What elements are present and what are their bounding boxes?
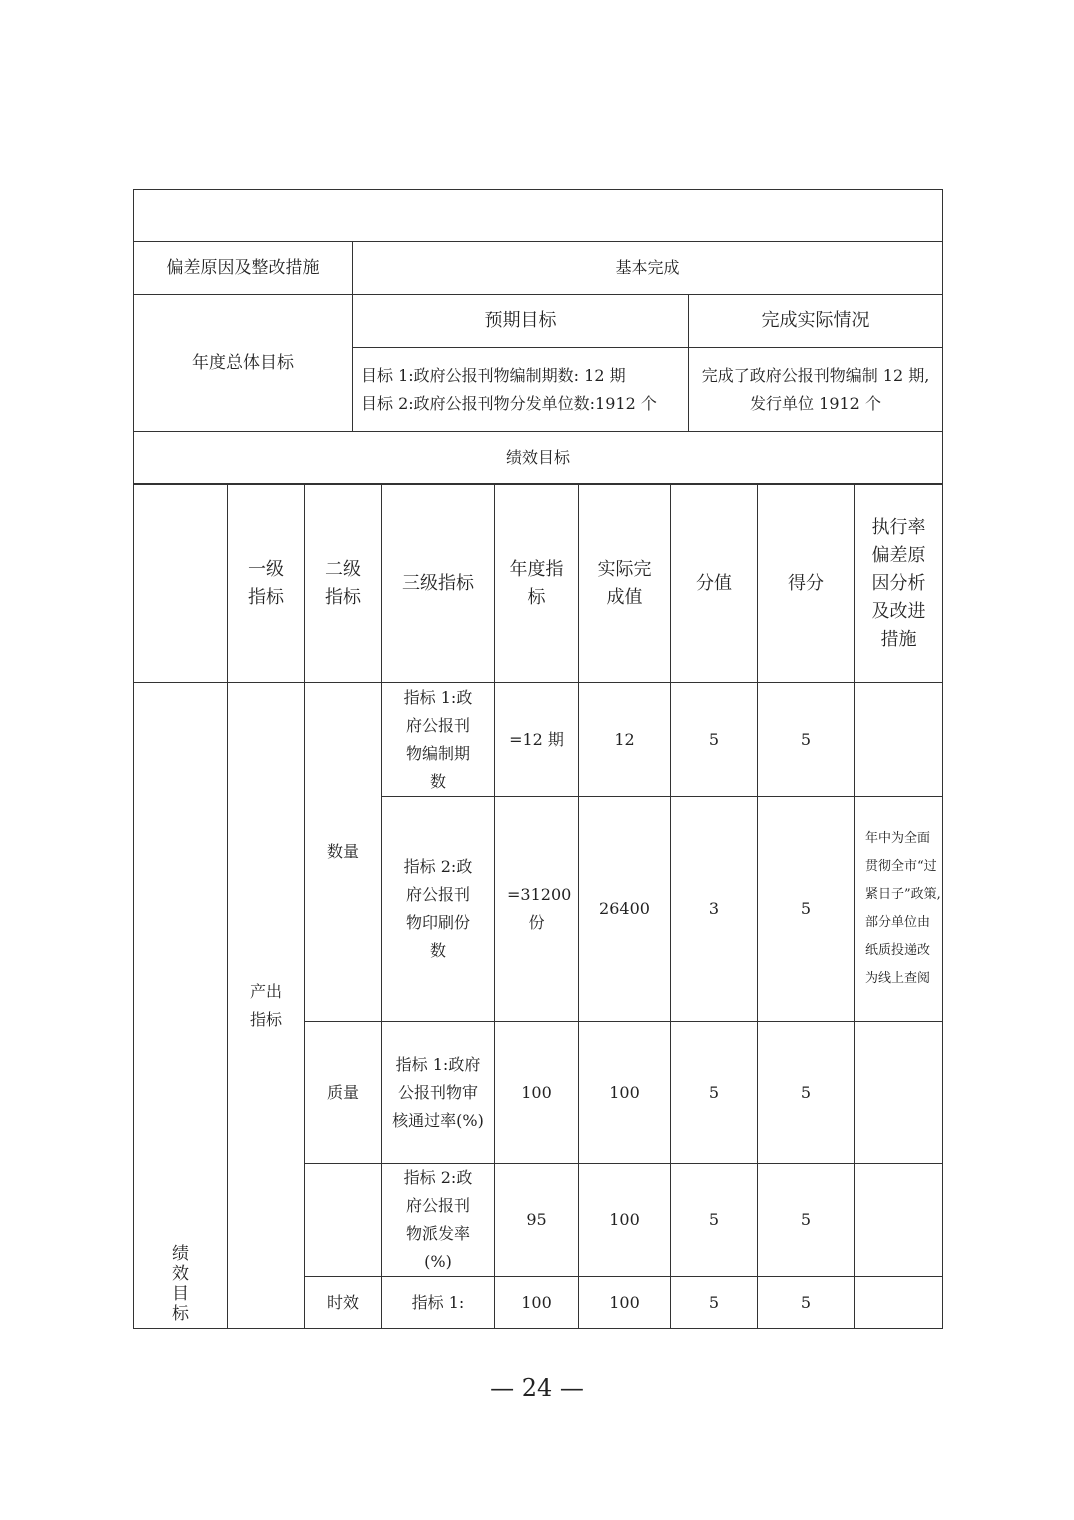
header-annual: 年度指标: [495, 485, 579, 683]
note-cell: [855, 1022, 943, 1164]
actual-result: 完成了政府公报刊物编制 12 期,发行单位 1912 个: [689, 348, 943, 432]
level2-cell: 质量: [305, 1022, 382, 1164]
expected-goal-1: 目标 1:政府公报刊物编制期数: 12 期: [361, 365, 626, 385]
page-number: — 24 —: [490, 1374, 584, 1402]
actual-cell: 26400: [579, 797, 671, 1022]
expected-label: 预期目标: [353, 295, 689, 348]
level1-cell: 产出指标: [228, 683, 305, 1329]
header-actual: 实际完成值: [579, 485, 671, 683]
performance-table: [133, 484, 943, 1329]
indicator-cell: 指标 1:: [382, 1277, 495, 1329]
actual-label: 完成实际情况: [689, 295, 943, 348]
score-cell: 5: [758, 683, 855, 797]
deviation-value: 基本完成: [353, 242, 943, 295]
summary-table: [133, 189, 943, 484]
note-cell: 年中为全面贯彻全市“过紧日子”政策,部分单位由纸质投递改为线上查阅: [855, 797, 943, 1022]
weight-cell: 5: [671, 1022, 758, 1164]
level2-cell: 数量: [305, 683, 382, 1022]
annual-cell: =31200份: [495, 797, 579, 1022]
indicator-cell: 指标 2:政府公报刊物印刷份数: [382, 797, 495, 1022]
actual-cell: 100: [579, 1022, 671, 1164]
weight-cell: 5: [671, 1164, 758, 1277]
annual-cell: 100: [495, 1022, 579, 1164]
weight-cell: 3: [671, 797, 758, 1022]
weight-cell: 5: [671, 683, 758, 797]
note-cell: [855, 683, 943, 797]
indicator-cell: 指标 1:政府公报刊物编制期数: [382, 683, 495, 797]
expected-goals: [353, 348, 689, 432]
indicator-cell: 指标 1:政府公报刊物审核通过率(%): [382, 1022, 495, 1164]
blank-row: [134, 190, 943, 242]
header-level2: 二级指标: [305, 485, 382, 683]
note-cell: [855, 1164, 943, 1277]
actual-cell: 12: [579, 683, 671, 797]
annual-cell: =12 期: [495, 683, 579, 797]
annual-goal-label: 年度总体目标: [134, 295, 353, 432]
expected-goal-2: 目标 2:政府公报刊物分发单位数:1912 个: [361, 393, 657, 413]
weight-cell: 5: [671, 1277, 758, 1329]
header-note: 执行率偏差原因分析及改进措施: [855, 485, 943, 683]
score-cell: 5: [758, 1277, 855, 1329]
header-level3: 三级指标: [382, 485, 495, 683]
note-cell: [855, 1277, 943, 1329]
annual-cell: 95: [495, 1164, 579, 1277]
header-weight: 分值: [671, 485, 758, 683]
table-row: [134, 683, 943, 797]
deviation-label: 偏差原因及整改措施: [134, 242, 353, 295]
actual-cell: 100: [579, 1164, 671, 1277]
side-label: 绩效目标: [134, 683, 228, 1329]
header-score: 得分: [758, 485, 855, 683]
level2-cell: 时效: [305, 1277, 382, 1329]
header-level1: 一级指标: [228, 485, 305, 683]
indicator-cell: 指标 2:政府公报刊物派发率(%): [382, 1164, 495, 1277]
score-cell: 5: [758, 797, 855, 1022]
score-cell: 5: [758, 1164, 855, 1277]
score-cell: 5: [758, 1022, 855, 1164]
actual-cell: 100: [579, 1277, 671, 1329]
performance-label: 绩效目标: [134, 432, 943, 484]
header-blank: [134, 485, 228, 683]
level2-cell: [305, 1164, 382, 1277]
annual-cell: 100: [495, 1277, 579, 1329]
